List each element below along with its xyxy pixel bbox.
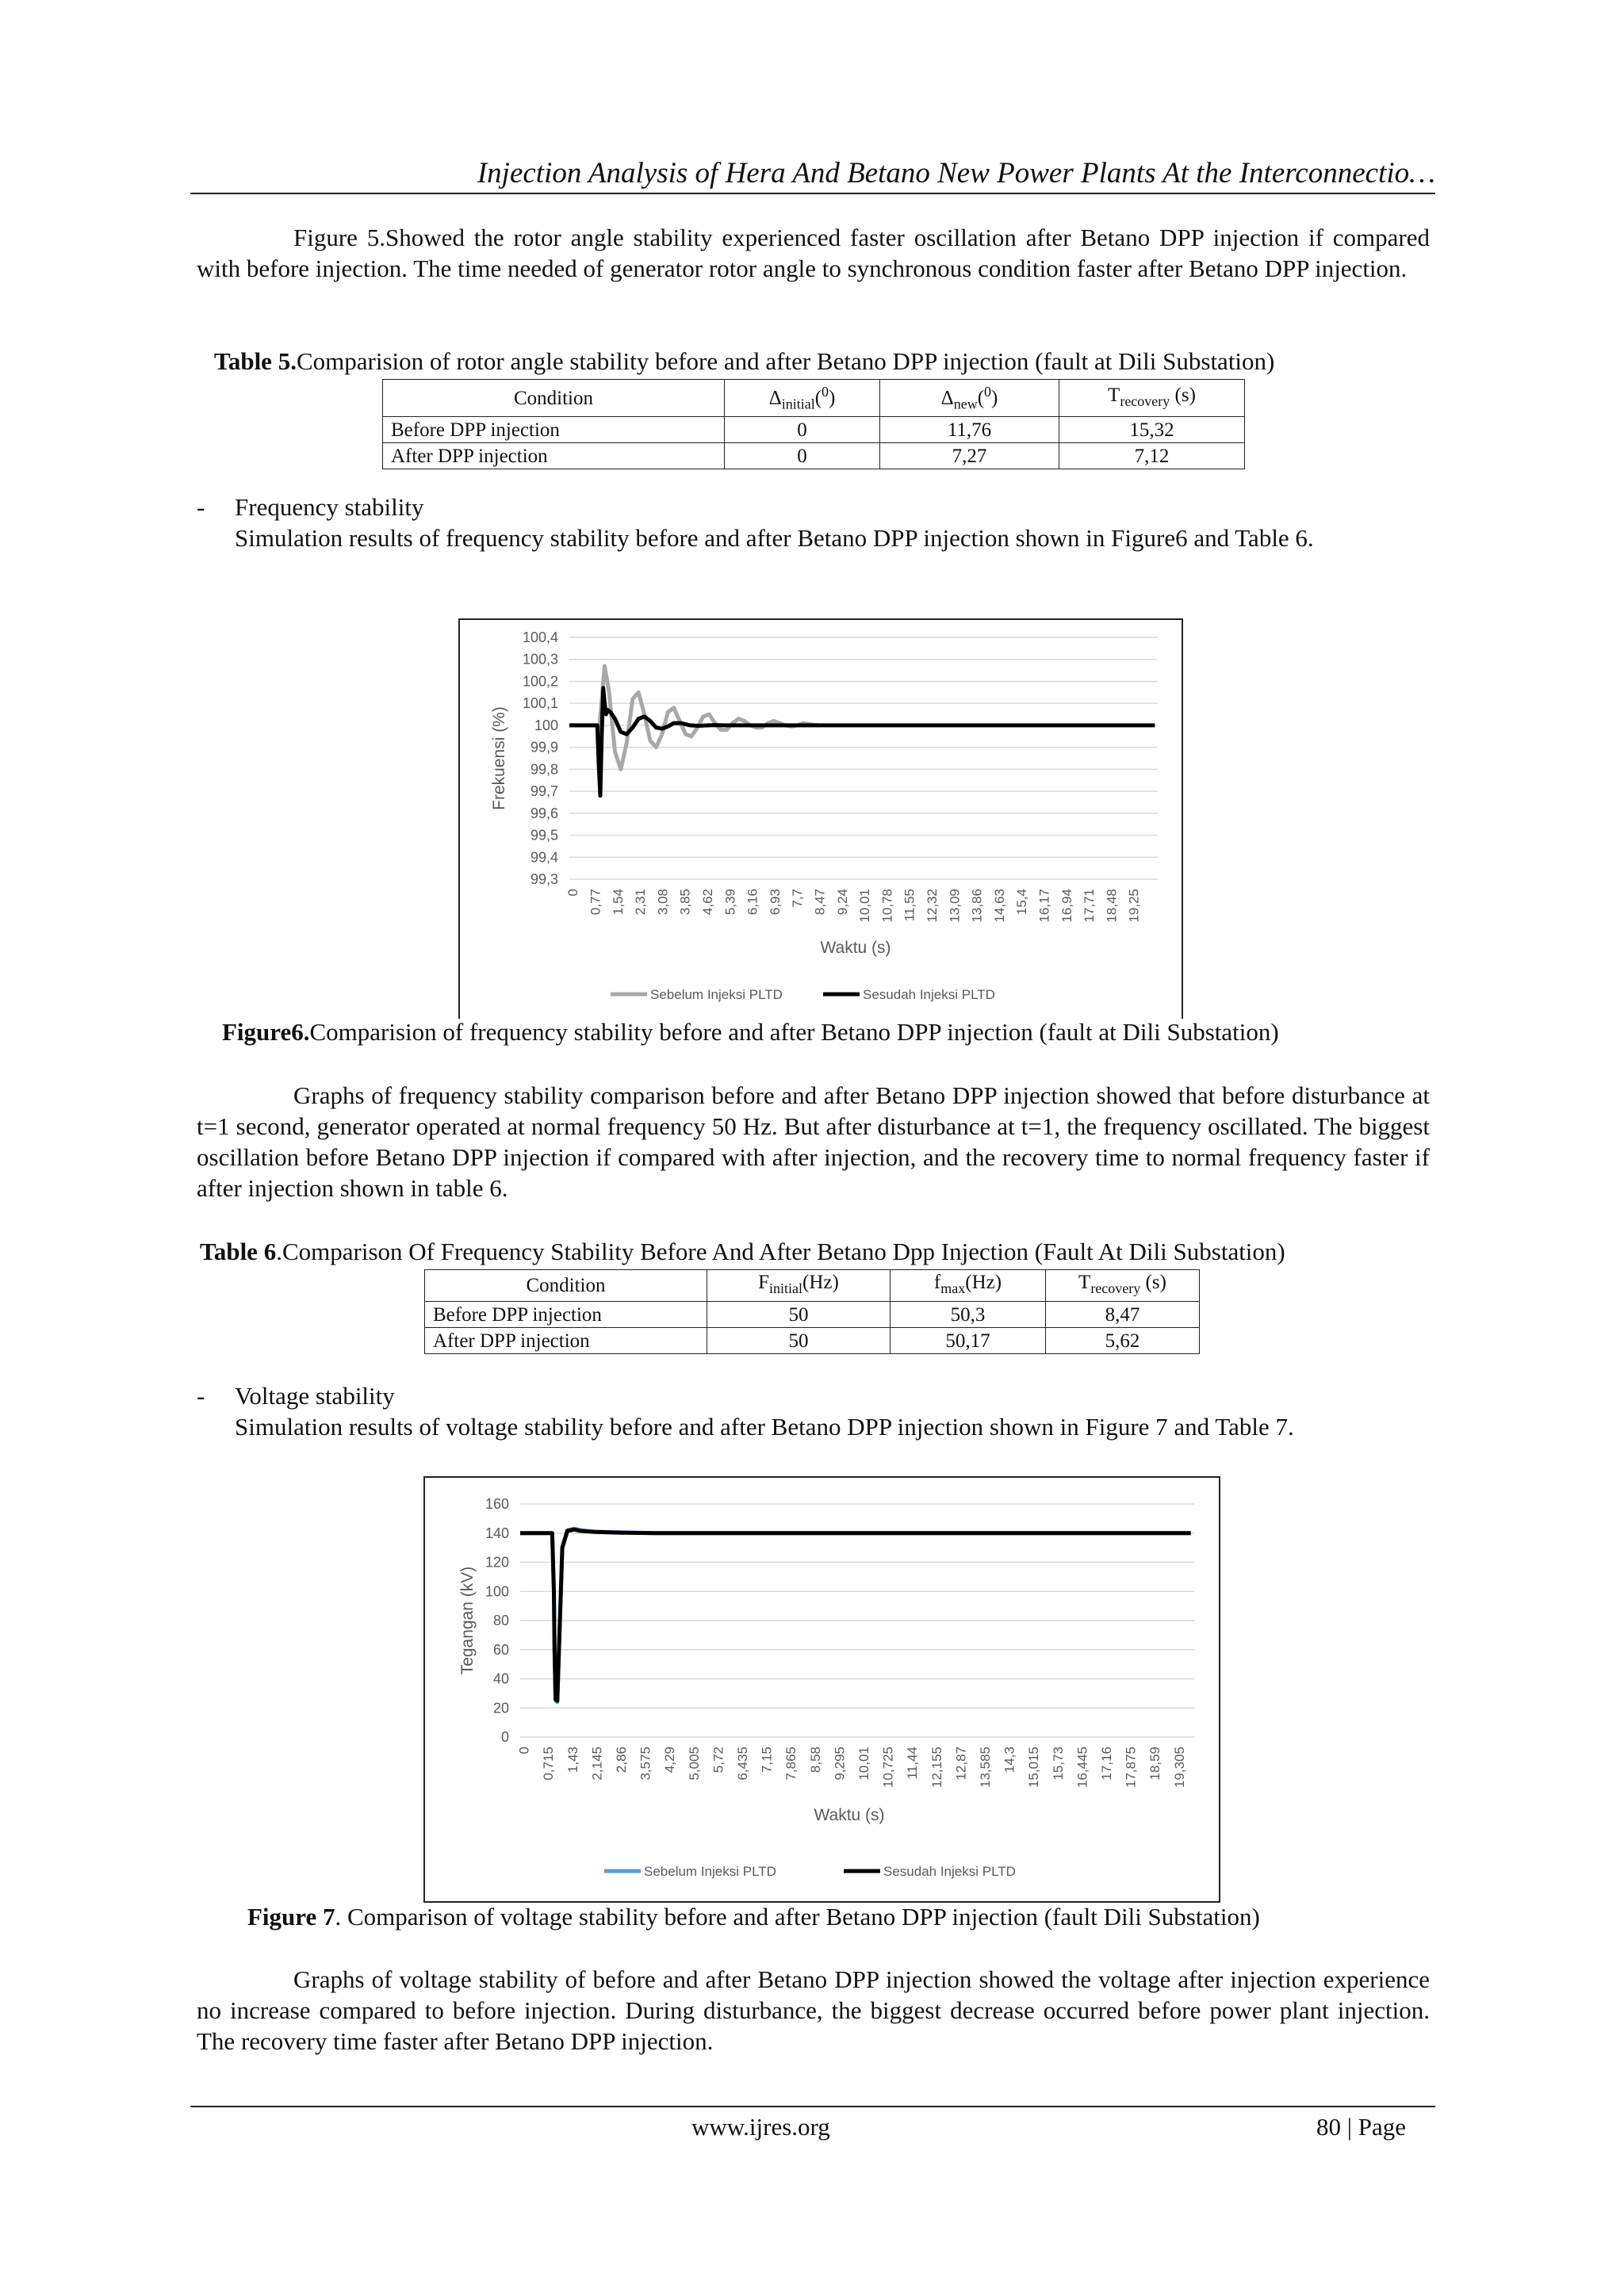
table6-cell-f-max: 50,17 [891, 1328, 1046, 1354]
fig6-x-tick-label: 6,93 [767, 889, 783, 916]
table5-cell-condition: Before DPP injection [383, 417, 725, 443]
bullet-frequency-title: Frequency stability [235, 493, 424, 521]
fig7-x-tick-label: 10,01 [856, 1747, 871, 1781]
table6-cell-condition: Before DPP injection [425, 1302, 707, 1328]
table5-header-t-recovery: $T_{recovery}$ (s) [1059, 380, 1245, 417]
fig7-x-tick-label: 1,43 [565, 1747, 580, 1774]
fig6-y-tick-label: 100,1 [522, 695, 558, 712]
fig7-x-tick-label: 7,15 [759, 1747, 775, 1774]
paragraph-3 [197, 1964, 1430, 2057]
table5-cell-condition: After DPP injection [383, 443, 725, 469]
fig7-y-tick-label: 0 [500, 1729, 509, 1745]
fig6-legend-label-2: Sesudah Injeksi PLTD [863, 987, 995, 1002]
fig7-x-tick-label: 16,445 [1074, 1747, 1090, 1788]
fig6-x-axis-label: Waktu (s) [820, 939, 891, 957]
fig7-x-tick-label: 5,72 [710, 1747, 726, 1774]
fig6-y-tick-label: 100,4 [522, 629, 558, 645]
fig6-y-tick-label: 99,3 [530, 871, 558, 887]
figure7-caption [247, 1902, 1260, 1932]
fig6-x-tick-label: 10,01 [857, 889, 873, 923]
table5-caption-label: Table 5. [214, 347, 297, 375]
fig6-x-tick-label: 7,7 [790, 889, 806, 908]
paragraph-2-text: Graphs of frequency stability comparison before and after Betano DPP injection showed that before disturbance at t=1 second, generator operated at normal frequency 50 Hz. But after disturbance at t=1, the frequency oscillated. The biggest oscillation before Betano DPP injection if compared with after injection, and the recovery time to normal frequency faster if after injection shown in table 6. [197, 1081, 1430, 1202]
fig7-x-tick-label: 15,015 [1026, 1747, 1042, 1788]
table6-header-f-initial: $F_{initial}(Hz)$ [707, 1270, 891, 1302]
fig7-x-tick-label: 8,58 [807, 1747, 823, 1774]
fig6-x-tick-label: 9,24 [834, 889, 850, 916]
table5-header-row [383, 380, 1245, 417]
table6-header-t-recovery: $T_{recovery}$ (s) [1046, 1270, 1200, 1302]
fig6-x-tick-label: 3,85 [677, 889, 693, 916]
fig6-y-tick-label: 99,9 [530, 739, 558, 756]
fig6-x-tick-label: 10,78 [879, 889, 895, 923]
fig7-x-tick-label: 0 [516, 1747, 532, 1755]
table5-caption [214, 346, 1274, 377]
fig7-x-tick-label: 4,29 [662, 1747, 678, 1774]
bullet-voltage-text: Simulation results of voltage stability before and after Betano DPP injection shown in Figure 7 and Table 7. [235, 1413, 1294, 1441]
bullet-voltage-title: Voltage stability [235, 1382, 395, 1410]
figure6-chart [458, 618, 1183, 1019]
fig6-y-axis-label: Frekuensi (%) [490, 706, 508, 810]
table5-cell-t-recovery: 15,32 [1059, 417, 1245, 443]
fig7-y-axis-label: Tegangan (kV) [458, 1566, 477, 1675]
fig7-y-tick-label: 160 [485, 1496, 509, 1512]
fig7-x-tick-label: 7,865 [783, 1747, 799, 1781]
table5-header-delta-initial: $\Delta_{initial}(^0)$ [725, 380, 880, 417]
fig7-x-axis-label: Waktu (s) [814, 1806, 885, 1824]
fig6-y-tick-label: 99,8 [530, 761, 558, 778]
figure7-caption-text: . Comparison of voltage stability before and after Betano DPP injection (fault Dili Substation) [335, 1903, 1260, 1931]
fig7-legend-label-1: Sebelum Injeksi PLTD [644, 1864, 776, 1879]
fig6-x-tick-label: 18,48 [1104, 889, 1120, 923]
fig6-x-tick-label: 2,31 [633, 889, 649, 916]
fig6-legend-label-1: Sebelum Injeksi PLTD [650, 987, 783, 1002]
figure6-caption-text: Comparision of frequency stability before and after Betano DPP injection (fault at Dili Substation) [309, 1018, 1279, 1046]
table6-cell-t-recovery: 8,47 [1046, 1302, 1200, 1328]
fig7-y-tick-label: 140 [485, 1525, 509, 1541]
figure7-chart [423, 1476, 1220, 1903]
fig7-y-tick-label: 80 [492, 1613, 509, 1628]
table5-cell-delta-initial: 0 [725, 417, 880, 443]
fig7-x-tick-label: 19,305 [1171, 1747, 1187, 1788]
fig7-x-tick-label: 10,725 [880, 1747, 896, 1788]
fig6-x-tick-label: 0 [565, 889, 581, 897]
table5-cell-t-recovery: 7,12 [1059, 443, 1245, 469]
fig7-x-tick-label: 14,3 [1002, 1747, 1017, 1774]
fig6-x-tick-label: 16,17 [1036, 889, 1052, 923]
table5-cell-delta-initial: 0 [725, 443, 880, 469]
fig7-x-tick-label: 0,715 [541, 1747, 557, 1781]
fig6-x-tick-label: 14,63 [991, 889, 1007, 923]
fig7-x-tick-label: 2,145 [589, 1747, 605, 1781]
fig6-x-tick-label: 3,08 [655, 889, 671, 916]
fig7-y-tick-label: 40 [492, 1670, 509, 1687]
fig6-x-tick-label: 19,25 [1126, 889, 1142, 923]
table5-header-condition: Condition [383, 380, 725, 417]
figure6-caption-label: Figure6. [222, 1018, 310, 1046]
bullet-voltage: - Voltage stability [197, 1382, 395, 1410]
fig6-x-tick-label: 0,77 [588, 889, 603, 916]
bullet-frequency: - Frequency stability [197, 493, 424, 521]
fig7-x-tick-label: 18,59 [1147, 1747, 1163, 1781]
table5-caption-text: Comparision of rotor angle stability before and after Betano DPP injection (fault at Dili Substation) [296, 347, 1275, 375]
fig6-y-tick-label: 99,6 [530, 805, 558, 821]
fig7-x-tick-label: 13,585 [977, 1747, 993, 1788]
footer-page-number: 80 | Page [1316, 2113, 1406, 2141]
table6-cell-f-initial: 50 [707, 1328, 891, 1354]
fig7-x-tick-label: 2,86 [613, 1747, 629, 1774]
fig6-x-tick-label: 11,55 [902, 889, 917, 922]
fig6-y-tick-label: 100,2 [522, 673, 558, 690]
figure7-caption-label: Figure 7 [247, 1903, 335, 1931]
fig7-y-tick-label: 20 [492, 1700, 509, 1716]
fig6-y-tick-label: 100,3 [522, 651, 558, 668]
figure7-svg [423, 1476, 1220, 1903]
fig7-y-tick-label: 120 [485, 1554, 509, 1571]
fig7-x-tick-label: 3,575 [638, 1747, 653, 1781]
bullet-frequency-text: Simulation results of frequency stability before and after Betano DPP injection shown in Figure6 and Table 6. [235, 524, 1314, 552]
table6-header-row [425, 1270, 1200, 1302]
figure6-caption [222, 1017, 1279, 1047]
fig6-x-tick-label: 5,39 [722, 889, 738, 916]
fig6-x-tick-label: 6,16 [745, 889, 760, 916]
paragraph-1-text: Figure 5.Showed the rotor angle stability experienced faster oscillation after Betano DPP injection if compared with before injection. The time needed of generator rotor angle to synchronous condition faster after Betano DPP injection. [197, 224, 1430, 282]
table6-cell-f-initial: 50 [707, 1302, 891, 1328]
footer-rule [190, 2106, 1435, 2107]
fig7-x-tick-label: 12,155 [929, 1747, 944, 1788]
fig6-x-tick-label: 13,86 [969, 889, 985, 923]
fig7-x-tick-label: 9,295 [832, 1747, 848, 1781]
fig6-x-tick-label: 17,71 [1082, 889, 1097, 923]
fig6-x-tick-label: 12,32 [925, 889, 940, 923]
table5 [382, 379, 1245, 469]
table-row [425, 1328, 1200, 1354]
paragraph-3-text: Graphs of voltage stability of before and after Betano DPP injection showed the voltage after injection experience no increase compared to before injection. During disturbance, the biggest decrease occurred before power plant injection. The recovery time faster after Betano DPP injection. [197, 1965, 1430, 2055]
fig6-y-tick-label: 100 [534, 717, 558, 733]
fig6-x-tick-label: 1,54 [610, 889, 626, 916]
fig7-x-tick-label: 17,16 [1098, 1747, 1114, 1781]
fig6-y-tick-label: 99,5 [530, 827, 558, 844]
table6-caption-label: Table 6 [200, 1238, 277, 1265]
figure7-frame [424, 1477, 1220, 1902]
table5-cell-delta-new: 7,27 [880, 443, 1059, 469]
table-row [383, 443, 1245, 469]
fig6-y-tick-label: 99,7 [530, 783, 558, 800]
table6-caption [200, 1237, 1285, 1267]
table5-header-delta-new: $\Delta_{new}(^0)$ [880, 380, 1059, 417]
running-header: Injection Analysis of Hera And Betano New Power Plants At the Interconnectio… [477, 157, 1435, 189]
fig6-x-tick-label: 4,62 [700, 889, 716, 916]
table6-cell-condition: After DPP injection [425, 1328, 707, 1354]
fig7-x-tick-label: 17,875 [1123, 1747, 1139, 1788]
table5-cell-delta-new: 11,76 [880, 417, 1059, 443]
header-rule [190, 193, 1435, 194]
fig6-y-tick-label: 99,4 [530, 849, 558, 866]
table-row [425, 1302, 1200, 1328]
paragraph-1 [197, 222, 1430, 284]
table-row [383, 417, 1245, 443]
table6-header-f-max: $f_{max}(Hz)$ [891, 1270, 1046, 1302]
table6-caption-text: .Comparison Of Frequency Stability Before And After Betano Dpp Injection (Fault At Dili Substation) [276, 1238, 1285, 1265]
fig6-x-tick-label: 16,94 [1059, 889, 1074, 923]
paragraph-2 [197, 1080, 1430, 1203]
table6-cell-t-recovery: 5,62 [1046, 1328, 1200, 1354]
fig6-x-tick-label: 13,09 [947, 889, 963, 923]
table6-cell-f-max: 50,3 [891, 1302, 1046, 1328]
table6-header-condition: Condition [425, 1270, 707, 1302]
table6 [424, 1269, 1200, 1354]
figure6-frame [459, 619, 1182, 1019]
fig7-x-tick-label: 15,73 [1050, 1747, 1066, 1781]
fig7-y-tick-label: 60 [492, 1641, 509, 1658]
fig7-x-tick-label: 12,87 [953, 1747, 969, 1781]
fig7-x-tick-label: 5,005 [686, 1747, 702, 1781]
fig7-x-tick-label: 6,435 [734, 1747, 750, 1781]
figure6-svg [458, 618, 1183, 1019]
fig7-x-tick-label: 11,44 [905, 1747, 921, 1780]
fig6-x-tick-label: 8,47 [812, 889, 828, 916]
footer-site: www.ijres.org [691, 2113, 830, 2141]
fig7-legend-label-2: Sesudah Injeksi PLTD [883, 1864, 1016, 1879]
fig7-y-tick-label: 100 [485, 1583, 509, 1600]
fig6-x-tick-label: 15,4 [1014, 889, 1030, 916]
